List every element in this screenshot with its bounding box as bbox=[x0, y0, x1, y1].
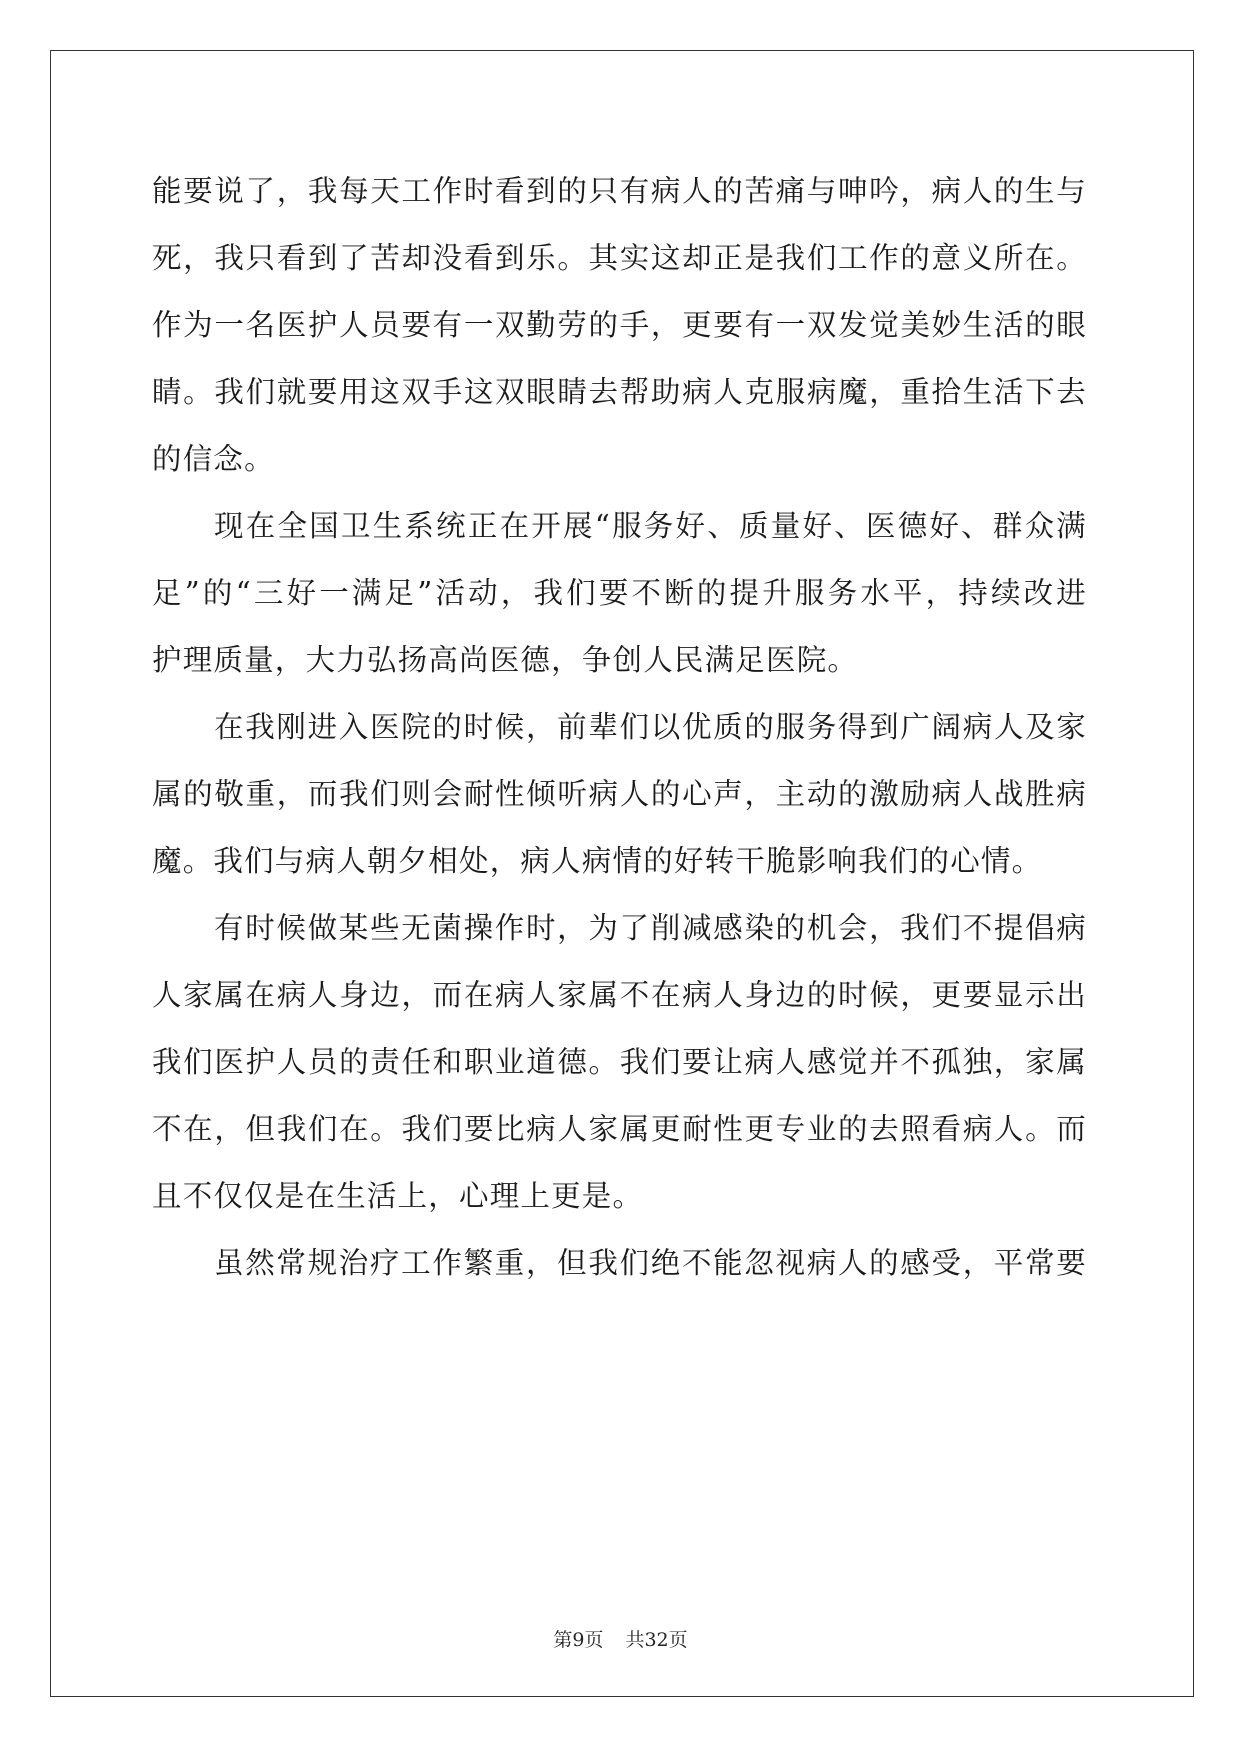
text-line: 现在全国卫生系统正在开展“服务好、质量好、医德好、群众满 bbox=[214, 509, 1087, 543]
text-line: 能要说了，我每天工作时看到的只有病人的苦痛与呻吟，病人的生与 bbox=[152, 174, 1087, 208]
text-line: 足”的“三好一满足”活动，我们要不断的提升服务水平，持续改进 bbox=[152, 576, 1087, 610]
text-line: 不在，但我们在。我们要比病人家属更耐性更专业的去照看病人。而 bbox=[152, 1112, 1087, 1146]
text-line: 在我刚进入医院的时候，前辈们以优质的服务得到广阔病人及家 bbox=[214, 710, 1087, 744]
page-number: 第9页 bbox=[553, 1629, 604, 1651]
text-line: 护理质量，大力弘扬高尚医德，争创人民满足医院。 bbox=[152, 643, 859, 677]
text-line: 且不仅仅是在生活上，心理上更是。 bbox=[152, 1179, 644, 1213]
text-line: 人家属在病人身边，而在病人家属不在病人身边的时候，更要显示出 bbox=[152, 978, 1087, 1012]
page-total: 共32页 bbox=[625, 1629, 688, 1651]
text-line: 睛。我们就要用这双手这双眼睛去帮助病人克服病魔，重拾生活下去 bbox=[152, 375, 1087, 409]
text-line: 有时候做某些无菌操作时，为了削减感染的机会，我们不提倡病 bbox=[214, 911, 1087, 945]
text-line: 属的敬重，而我们则会耐性倾听病人的心声，主动的激励病人战胜病 bbox=[152, 777, 1087, 811]
document-body bbox=[152, 158, 1087, 1297]
text-line: 魔。我们与病人朝夕相处，病人病情的好转干脆影响我们的心情。 bbox=[152, 844, 1043, 878]
text-line: 虽然常规治疗工作繁重，但我们绝不能忽视病人的感受，平常要 bbox=[214, 1246, 1087, 1280]
text-line: 我们医护人员的责任和职业道德。我们要让病人感觉并不孤独，家属 bbox=[152, 1045, 1087, 1079]
text-line: 的信念。 bbox=[152, 442, 275, 476]
text-line: 作为一名医护人员要有一双勤劳的手，更要有一双发觉美妙生活的眼 bbox=[152, 308, 1087, 342]
page-footer bbox=[0, 1625, 1241, 1652]
text-line: 死，我只看到了苦却没看到乐。其实这却正是我们工作的意义所在。 bbox=[152, 241, 1087, 275]
